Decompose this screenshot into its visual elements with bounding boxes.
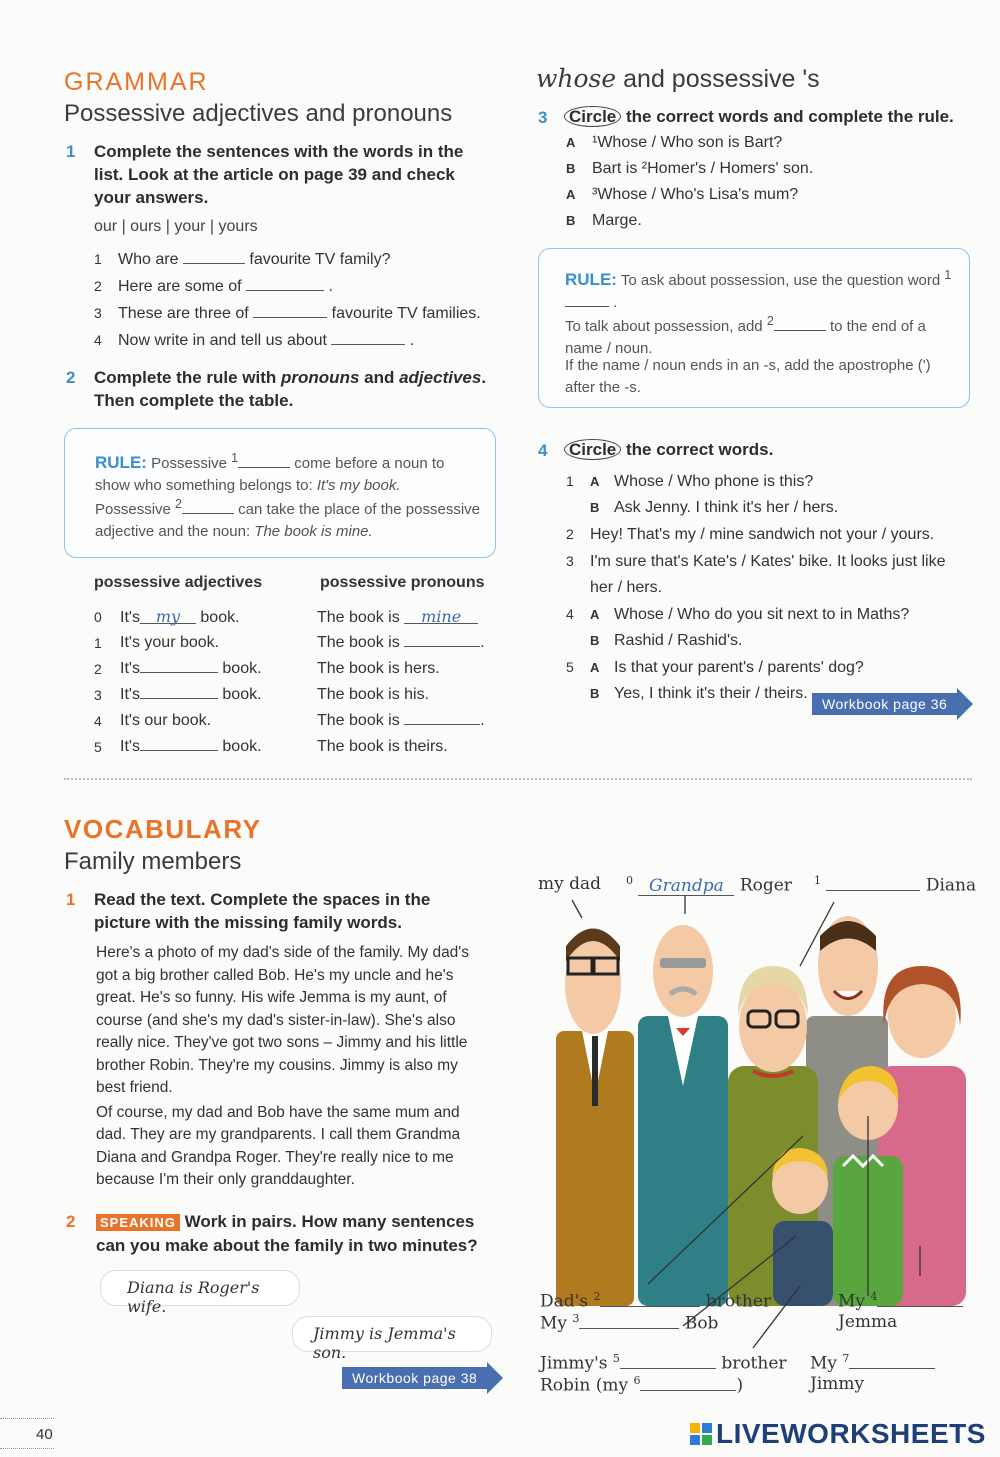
answer-blank[interactable] <box>140 685 218 699</box>
picture-label: Jemma <box>838 1312 898 1332</box>
exercise-instruction: Circle the correct words. <box>564 438 773 461</box>
table-row: 5 It's book. The book is theirs. <box>94 738 448 755</box>
answer-blank[interactable] <box>140 737 218 751</box>
answer-blank[interactable] <box>140 659 218 673</box>
word-list: our | ours | your | yours <box>94 218 258 235</box>
speech-bubble: Diana is Roger's wife. <box>100 1270 300 1306</box>
grammar-heading: GRAMMAR <box>64 68 209 96</box>
ex3-dialogue <box>566 130 966 234</box>
vocabulary-subheading: Family members <box>64 848 242 875</box>
column-header: possessive pronouns <box>320 574 485 591</box>
footer-rule <box>0 1448 54 1449</box>
footer-rule <box>0 1418 54 1419</box>
table-row: 1 It's your book. The book is . <box>94 634 485 651</box>
answer-blank[interactable] <box>183 250 245 264</box>
logo-icon <box>690 1423 712 1445</box>
rule-text: RULE: To ask about possession, use the question word $^1$ . <box>565 268 952 311</box>
exercise-instruction: Circle the correct words and complete the rule. <box>564 105 954 128</box>
picture-label: Robin (my $^6$ ) <box>540 1374 744 1396</box>
dad-figure <box>556 929 634 1307</box>
workbook-link[interactable]: Workbook page 36 <box>812 688 973 720</box>
page-number: 40 <box>36 1426 53 1443</box>
list-item: A ¹Whose / Who son is Bart? <box>566 134 783 151</box>
picture-label: My $^3$ Bob <box>540 1312 719 1334</box>
paragraph: Here's a photo of my dad's side of the family. My dad's got a big brother called Bob. He's my uncle and he's great. He's so funny. His wife Jemma is my aunt, of course (and she's my dad's sister-in-law). She's also really nice. They've got two sons – Jimmy and his little brother Robin. They're my cousins. Jimmy is also my best friend. <box>96 944 470 1096</box>
picture-label: $^0$ Grandpa Roger <box>626 874 792 896</box>
arrow-right-icon <box>487 1362 503 1394</box>
whose-heading: whose and possessive 's <box>536 64 820 93</box>
picture-label: $^1$ Diana <box>814 874 977 896</box>
exercise-number: 2 <box>66 368 76 387</box>
ex1-items <box>94 246 514 354</box>
list-item: 1 Who are favourite TV family? <box>94 251 391 268</box>
rule-text: RULE: Possessive $^1$ come before a noun to show who something belongs to: It's my book. <box>95 451 445 494</box>
answer-blank[interactable] <box>182 500 234 514</box>
column-header: possessive adjectives <box>94 574 263 591</box>
exercise-instruction: SPEAKING Work in pairs. How many sentences can you make about the family in two minutes? <box>96 1212 478 1255</box>
grammar-subheading: Possessive adjectives and pronouns <box>64 100 453 127</box>
picture-label: Jimmy <box>810 1374 865 1394</box>
table-row: 3 It's book. The book is his. <box>94 686 430 703</box>
arrow-right-icon <box>957 688 973 720</box>
answer-blank[interactable] <box>826 877 920 891</box>
picture-label: my dad <box>538 874 602 894</box>
answer-blank[interactable] <box>565 293 609 307</box>
list-item: 4 Now write in and tell us about . <box>94 332 415 349</box>
speech-bubble: Jimmy is Jemma's son. <box>292 1316 492 1352</box>
answer-blank[interactable]: Grandpa <box>638 876 734 896</box>
list-item: A ³Whose / Who's Lisa's mum? <box>566 186 799 203</box>
section-divider <box>64 778 972 780</box>
exercise-number: 2 <box>66 1212 76 1231</box>
list-item: 2 Here are some of . <box>94 278 333 295</box>
rule-box <box>538 248 970 408</box>
list-item[interactable]: B Rashid / Rashid's. <box>590 632 743 649</box>
exercise-number: 4 <box>538 441 548 460</box>
list-item: 3 These are three of favourite TV families. <box>94 305 481 322</box>
exercise-instruction: Read the text. Complete the spaces in the picture with the missing family words. <box>94 890 431 932</box>
answer-blank[interactable]: my <box>140 604 196 624</box>
exercise-number: 1 <box>66 142 76 161</box>
table-row: 0 It's my book. The book is mine <box>94 604 504 630</box>
answer-blank[interactable] <box>331 331 405 345</box>
answer-blank[interactable] <box>404 711 480 725</box>
list-item[interactable]: B Ask Jenny. I think it's her / hers. <box>590 499 839 516</box>
list-item: B Marge. <box>566 212 642 229</box>
answer-blank[interactable] <box>774 317 826 331</box>
table-row: 4 It's our book. The book is . <box>94 712 485 729</box>
picture-label: My $^4$ <box>838 1290 963 1312</box>
robin-figure <box>772 1148 833 1306</box>
answer-blank[interactable]: mine <box>404 604 478 624</box>
list-item[interactable]: 5 A Is that your parent's / parents' dog? <box>566 659 864 676</box>
exercise-number: 3 <box>538 108 548 127</box>
answer-blank[interactable] <box>877 1293 963 1307</box>
answer-blank[interactable] <box>253 304 327 318</box>
list-item[interactable]: B Yes, I think it's their / theirs. <box>590 685 808 702</box>
answer-blank[interactable] <box>246 277 324 291</box>
rule-text: If the name / noun ends in an -s, add the apostrophe (') after the -s. <box>565 357 931 396</box>
rule-text: To talk about possession, add $^2$ to the end of a name / noun. <box>565 314 926 357</box>
list-item[interactable]: 3 I'm sure that's Kate's / Kates' bike. It looks just like <box>566 553 946 570</box>
speaking-badge: SPEAKING <box>96 1214 180 1231</box>
answer-blank[interactable] <box>849 1355 935 1369</box>
possessive-table <box>94 604 504 760</box>
liveworksheets-logo: LIVEWORKSHEETS <box>690 1418 986 1450</box>
vocabulary-heading: VOCABULARY <box>64 814 262 844</box>
list-item[interactable]: 2 Hey! That's my / mine sandwich not your / yours. <box>566 526 935 543</box>
answer-blank[interactable] <box>579 1315 679 1329</box>
list-item[interactable]: her / hers. <box>590 579 663 596</box>
picture-label: Dad's $^2$ brother <box>540 1290 772 1312</box>
answer-blank[interactable] <box>238 454 290 468</box>
list-item: B Bart is ²Homer's / Homers' son. <box>566 160 814 177</box>
paragraph: Of course, my dad and Bob have the same mum and dad. They are my grandparents. I call them Grandma Diana and Grandpa Roger. They're really nice to me because I'm their only granddaughter. <box>96 1103 461 1188</box>
list-item[interactable]: 4 A Whose / Who do you sit next to in Maths? <box>566 606 910 623</box>
picture-label: My $^7$ <box>810 1352 935 1374</box>
exercise-instruction: Complete the rule with pronouns and adjectives. Then complete the table. <box>94 368 487 410</box>
exercise-instruction: Complete the sentences with the words in the list. Look at the article on page 39 and check your answers. <box>94 142 464 207</box>
answer-blank[interactable] <box>404 633 480 647</box>
ex4-items <box>566 468 966 707</box>
workbook-link[interactable]: Workbook page 38 <box>342 1362 503 1394</box>
answer-blank[interactable] <box>600 1293 700 1307</box>
reading-text <box>96 942 488 1192</box>
answer-blank[interactable] <box>620 1355 716 1369</box>
grandpa-figure <box>638 925 728 1306</box>
list-item[interactable]: 1 A Whose / Who phone is this? <box>566 473 814 490</box>
rule-text: Possessive $^2$ can take the place of the possessive adjective and the noun: The book is mine. <box>95 497 480 540</box>
exercise-number: 1 <box>66 890 76 909</box>
rule-box <box>64 428 496 558</box>
answer-blank[interactable] <box>640 1377 736 1391</box>
table-row: 2 It's book. The book is hers. <box>94 660 440 677</box>
picture-label: Jimmy's $^5$ brother <box>540 1352 787 1374</box>
